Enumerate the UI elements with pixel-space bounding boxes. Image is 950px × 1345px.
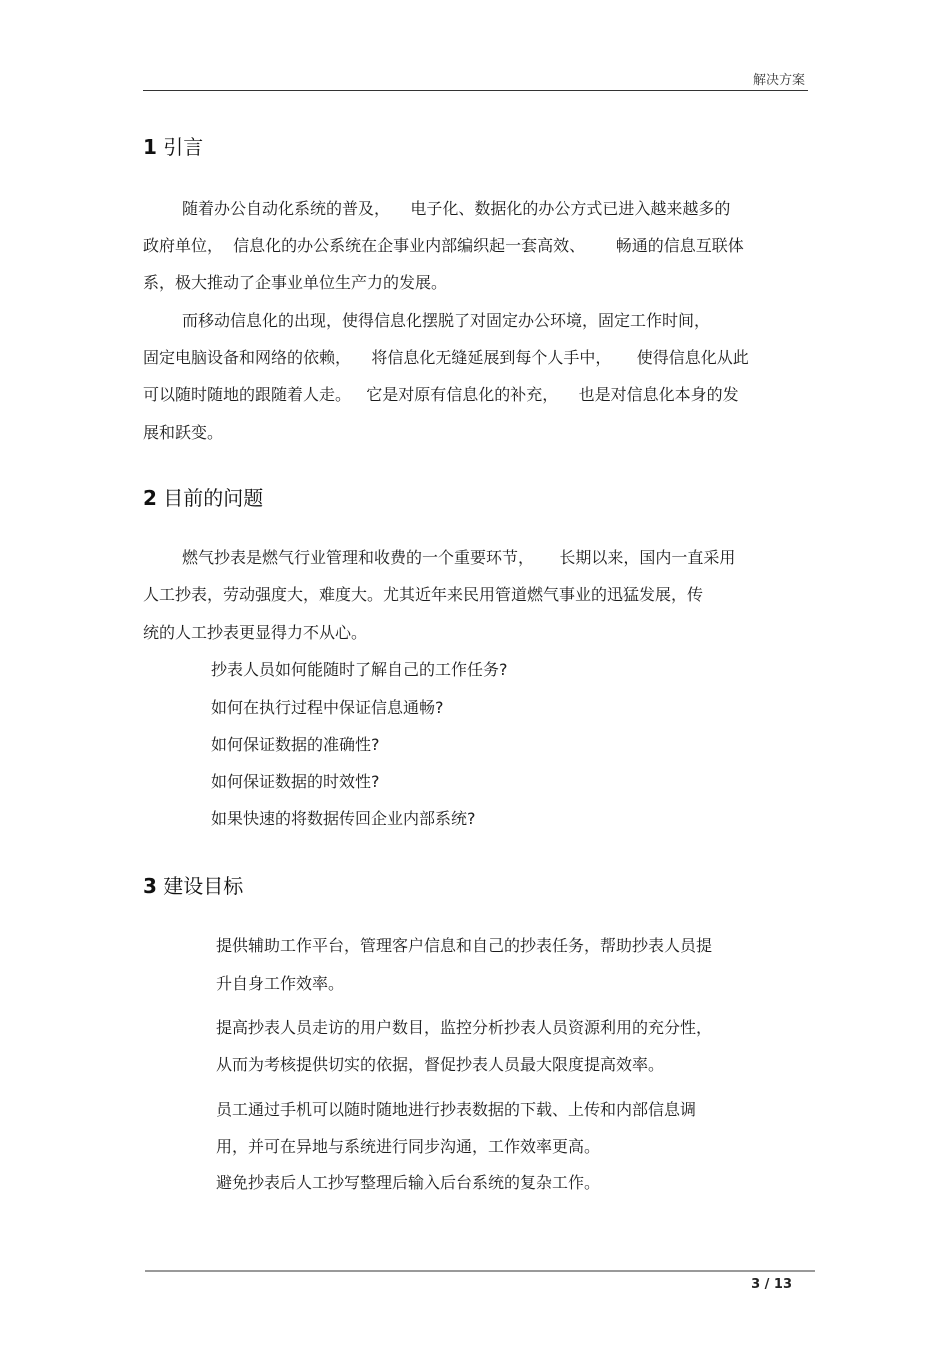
header-label: 解决方案 (752, 73, 805, 88)
paragraph-line: 随着办公自动化系统的普及， 电子化、数据化的办公方式已进入越来越多的 (182, 199, 731, 218)
paragraph-line: 燃气抄表是燃气行业管理和收费的一个重要环节， 长期以来，国内一直采用 (182, 548, 736, 567)
goal-line: 员工通过手机可以随时随地进行抄表数据的下载、上传和内部信息调 (216, 1100, 697, 1119)
section-title: 目前的问题 (163, 486, 264, 510)
goal-line: 从而为考核提供切实的依据，督促抄表人员最大限度提高效率。 (216, 1055, 665, 1074)
question-item: 抄表人员如何能随时了解自己的工作任务? (211, 660, 508, 679)
goal-line: 提供辅助工作平台，管理客户信息和自己的抄表任务，帮助抄表人员提 (216, 936, 713, 955)
question-item: 如何在执行过程中保证信息通畅? (211, 698, 444, 717)
paragraph-line: 系，极大推动了企事业单位生产力的发展。 (143, 273, 448, 292)
page-number: 3 / 13 (751, 1277, 792, 1292)
goal-line: 用，并可在异地与系统进行同步沟通，工作效率更高。 (216, 1137, 601, 1156)
paragraph-line: 人工抄表，劳动强度大，难度大。尤其近年来民用管道燃气事业的迅猛发展，传 (143, 585, 704, 604)
paragraph-line: 统的人工抄表更显得力不从心。 (143, 623, 368, 642)
paragraph-line: 而移动信息化的出现，使得信息化摆脱了对固定办公环境，固定工作时间， (182, 311, 711, 330)
section-3-heading (143, 870, 243, 899)
paragraph-line: 可以随时随地的跟随着人走。 它是对原有信息化的补充， 也是对信息化本身的发 (143, 385, 739, 404)
section-number: 2 (143, 486, 157, 510)
section-number: 1 (143, 135, 157, 159)
paragraph-line: 政府单位， 信息化的办公系统在企事业内部编织起一套高效、 畅通的信息互联体 (143, 236, 744, 255)
goal-line: 避免抄表后人工抄写整理后输入后台系统的复杂工作。 (216, 1173, 601, 1192)
section-number: 3 (143, 874, 157, 898)
section-2-heading (143, 482, 263, 511)
question-item: 如果快速的将数据传回企业内部系统? (211, 809, 476, 828)
paragraph-line: 展和跃变。 (143, 423, 224, 442)
question-item: 如何保证数据的时效性? (211, 772, 380, 791)
footer-rule (145, 1270, 815, 1272)
question-item: 如何保证数据的准确性? (211, 735, 380, 754)
goal-line: 升自身工作效率。 (216, 974, 345, 993)
header-rule (143, 90, 808, 91)
section-1-heading (143, 131, 203, 160)
paragraph-line: 固定电脑设备和网络的依赖， 将信息化无缝延展到每个人手中， 使得信息化从此 (143, 348, 749, 367)
section-title: 建设目标 (163, 874, 244, 898)
goal-line: 提高抄表人员走访的用户数目，监控分析抄表人员资源利用的充分性， (216, 1018, 713, 1037)
section-title: 引言 (163, 135, 204, 159)
